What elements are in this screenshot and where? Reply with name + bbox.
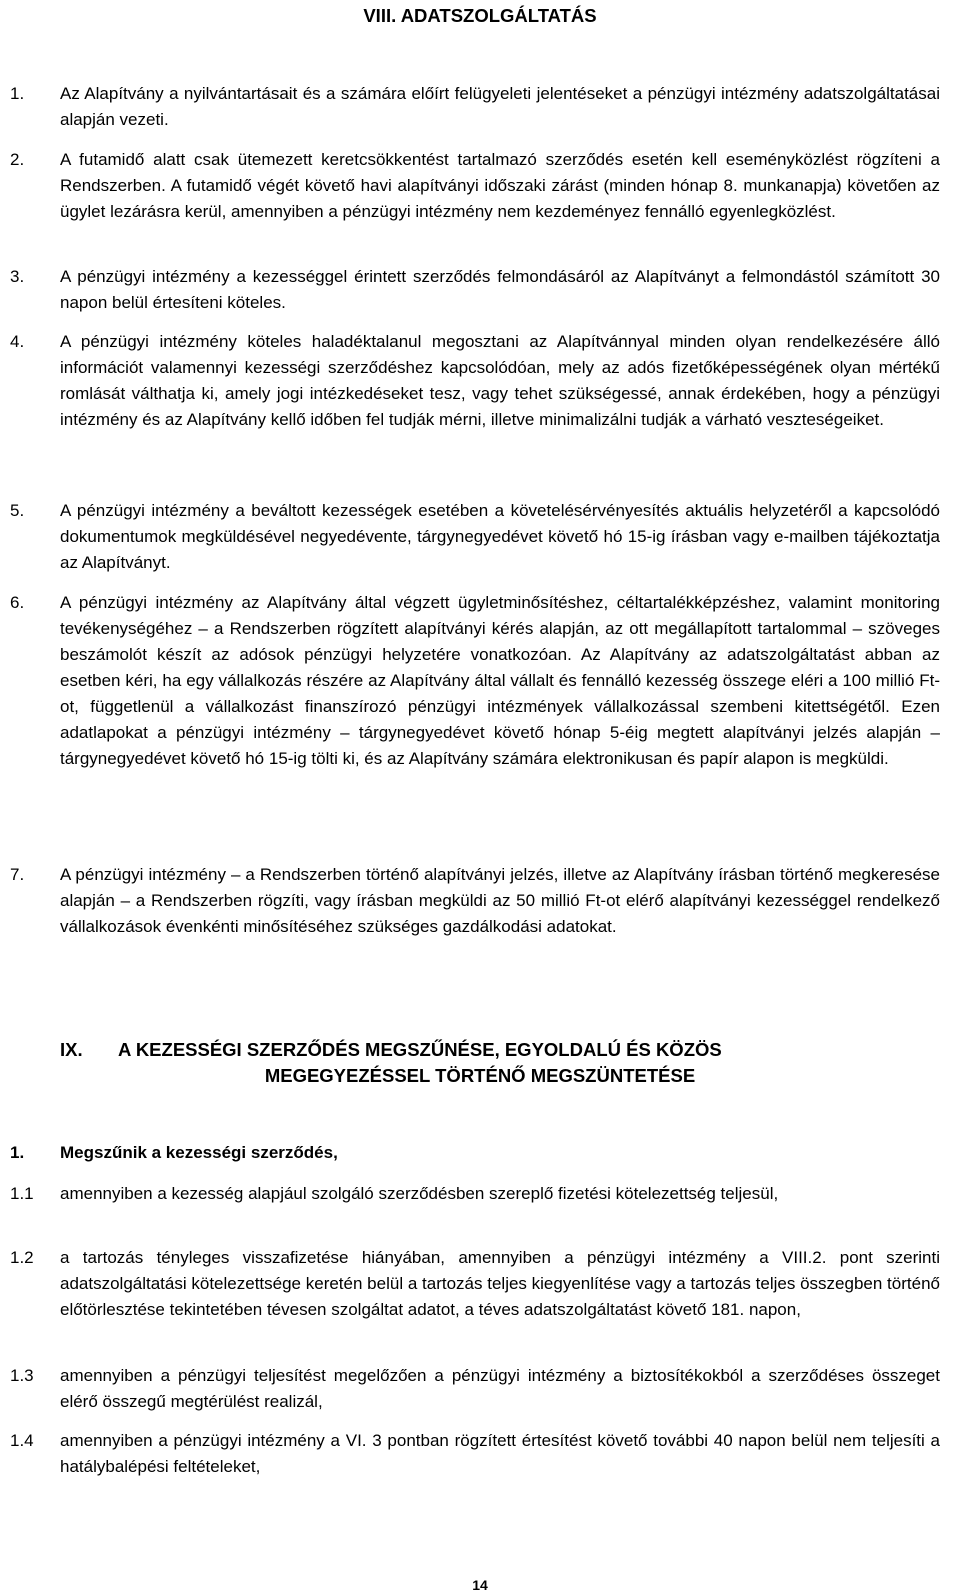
item-text: Megszűnik a kezességi szerződés, [60, 1143, 338, 1162]
item-number: 3. [10, 267, 25, 286]
section-title-line: A KEZESSÉGI SZERZŐDÉS MEGSZŰNÉSE, EGYOLDALÚ ÉS KÖZÖS [118, 1039, 722, 1060]
item-text: A pénzügyi intézmény – a Rendszerben történő alapítványi jelzés, illetve az Alapítvány írásban történő megkeresése alapján – a Rendszerben rögzíti, vagy írásban megküldi az 50 millió Ft-ot elérő alapítványi kezességgel rendelkező vállalkozások évenkénti minősítéséhez szükséges gazdálkodási adatokat. [60, 865, 940, 936]
item-text: amennyiben a pénzügyi teljesítést megelőzően a pénzügyi intézmény a biztosítékokból a szerződéses összeget elérő összegű megtérülést realizál, [60, 1366, 940, 1411]
page-number: 14 [472, 1577, 488, 1593]
item-number: 2. [10, 150, 25, 169]
item-number: 6. [10, 593, 25, 612]
section-number: IX. [60, 1039, 83, 1060]
list-item [10, 81, 940, 133]
item-number: 1.3 [10, 1366, 34, 1385]
item-text: A pénzügyi intézmény a beváltott kezességek esetében a követelésérvényesítés aktuális helyzetéről a kapcsolódó dokumentumok megküldésével negyedévente, tárgynegyedévet követő hó 15-ig írásban vagy e-mailben tájékoztatja az Alapítványt. [60, 501, 940, 572]
item-text: a tartozás tényleges visszafizetése hiányában, amennyiben a pénzügyi intézmény a VIII.2. pont szerinti adatszolgáltatási kötelezettsége keretén belül a tartozás teljes kiegyenlítése vagy a tartozás teljes összegben történő előtörlesztése tekintetében tévesen szolgáltat adatot, a téves adatszolgáltatást követő 181. napon, [60, 1248, 940, 1319]
item-number: 1. [10, 84, 25, 103]
item-text: Az Alapítvány a nyilvántartásait és a számára előírt felügyeleti jelentéseket a pénzügyi intézmény adatszolgáltatásai alapján vezeti. [60, 84, 940, 129]
section-heading [0, 1037, 960, 1089]
item-number: 5. [10, 501, 25, 520]
list-item [10, 1428, 940, 1480]
list-item [10, 498, 940, 576]
item-text: A futamidő alatt csak ütemezett keretcsökkentést tartalmazó szerződés esetén kell eseményközlést rögzíteni a Rendszerben. A futamidő végét követő havi alapítványi időszaki zárást (minden hónap 8. munkanapja) követően az ügylet lezárásra kerül, amennyiben a pénzügyi intézmény nem kezdeményez fennálló egyenlegközlést. [60, 150, 940, 221]
item-text: A pénzügyi intézmény a kezességgel érintett szerződés felmondásáról az Alapítványt a felmondástól számított 30 napon belül értesíteni köteles. [60, 267, 940, 312]
item-text: A pénzügyi intézmény köteles haladéktalanul megosztani az Alapítvánnyal minden olyan rendelkezésére álló információt valamennyi kezességi szerződéshez kapcsolódóan, mely az adós fizetőképességének olyan mértékű romlását válthatja ki, amely jogi intézkedéseket tesz, vagy tehet szükségessé, annak érdekében, hogy a pénzügyi intézmény és az Alapítvány kellő időben fel tudják mérni, illetve minimalizálni tudják a várható veszteségeiket. [60, 332, 940, 429]
list-item [10, 1363, 940, 1415]
item-number: 7. [10, 865, 25, 884]
item-number: 1.4 [10, 1431, 34, 1450]
item-text: A pénzügyi intézmény az Alapítvány által végzett ügyletminősítéshez, céltartalékképzéshez, valamint monitoring tevékenységéhez – a Rendszerben rögzített alapítványi kérés alapján, az ott megállapított tartalommal – szöveges beszámolót készít az adósok pénzügyi helyzetére vonatkozóan. Az Alapítvány az adatszolgáltatást abban az esetben kéri, ha egy vállalkozás részére az Alapítvány által vállalt és fennálló kezesség összege eléri a 100 millió Ft-ot, függetlenül a vállalkozást finanszírozó pénzügyi intézmények vállalkozással szembeni kitettségétől. Ezen adatlapokat a pénzügyi intézmény – tárgynegyedévet követő hónap 5-éig megtett alapítványi jelzés alapján – tárgynegyedévet követő hó 15-ig tölti ki, és az Alapítvány számára elektronikusan és papír alapon is megküldi. [60, 593, 940, 768]
section-title: VIII. ADATSZOLGÁLTATÁS [363, 5, 597, 26]
list-item [10, 264, 940, 316]
item-number: 1. [10, 1143, 25, 1162]
section-title-line: MEGEGYEZÉSSEL TÖRTÉNŐ MEGSZÜNTETÉSE [264, 1065, 696, 1086]
list-item [10, 147, 940, 225]
item-number: 4. [10, 332, 25, 351]
item-number: 1.2 [10, 1248, 34, 1267]
subsection-heading [10, 1140, 940, 1166]
list-item [10, 590, 940, 772]
item-text: amennyiben a pénzügyi intézmény a VI. 3 pontban rögzített értesítést követő további 40 napon belül nem teljesíti a hatálybalépési feltételeket, [60, 1431, 940, 1476]
list-item [10, 862, 940, 940]
item-number: 1.1 [10, 1184, 34, 1203]
list-item [10, 1181, 940, 1207]
list-item [10, 1245, 940, 1323]
item-text: amennyiben a kezesség alapjául szolgáló szerződésben szereplő fizetési kötelezettség teljesül, [60, 1184, 779, 1203]
list-item [10, 329, 940, 433]
